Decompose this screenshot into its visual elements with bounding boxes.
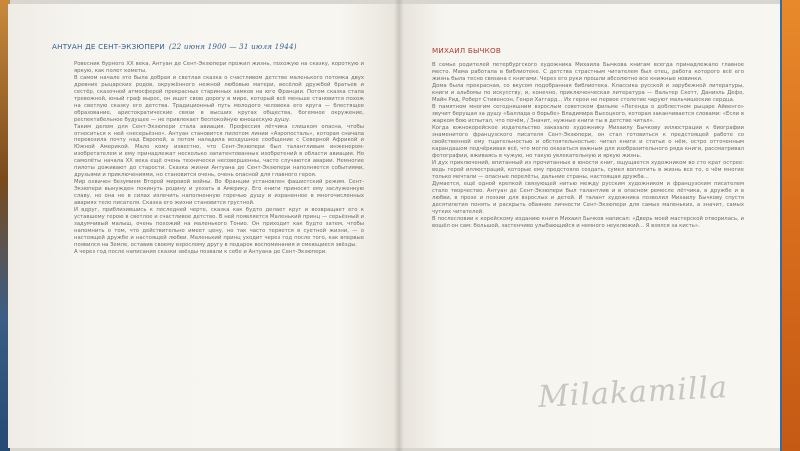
paragraph: В семье родителей петербургского художника Михаила Бычкова книгам всегда принадлежало главное место. Мама работала в библиотеке. С детства страстным читателем был отец, работа которого всё его жизнь была тесно связана с книгами. Через его руки прошли абсолютно все книжные новинки. (432, 62, 744, 82)
left-page (8, 4, 398, 448)
paragraph: Когда южнокорейское издательство заказало художнику Михаилу Бычкову иллюстрации к биографии знаменитого французского писателя Сент-Экзюпери, он стал готовиться к предстоящей работе со свойственной ему тщательностью и обстоятельностью: читал книги и статьи о нём, остро отточенным карандашом подчёркивая всё, что могло оказаться важным для изобразительного ряда книги, рассматривал фотографии, вживаясь в чужую, но такую увлекательную и яркую жизнь. (432, 125, 744, 159)
paragraph: Мир охвачен безумием Второй мировой войны. Во Франции установлен фашистский режим. Сент-Экзюпери вынужден покинуть родину и уехать в Америку. Его книги приносят ему заслуженную славу, но она не в силах излечить наполненную горечью душу и израненное в многочисленных авариях тело писателя. Сказка его жизни становится грустной. (74, 179, 364, 207)
paragraph: Дома была прекрасная, со вкусом подобранная библиотека. Классика русской и зарубежной литературы, книги и альбомы по искусству, и, конечно, приключенческая литература — Вальтер Скотт, Даниэль Дефо, Майн Рид, Роберт Стивенсон, Генри Хаггард... Их герои не первое столетие чаруют мальчишеские сердца. (432, 83, 744, 103)
paragraph: В послесловии к корейскому изданию книги Михаил Бычков написал: «Дверь моей мастерской отворилась, и вошёл он сам: большой, застенчиво улыбающийся и немного неуклюжий... Я взялся за кисть». (432, 216, 744, 229)
watermark-signature: Milakamilla (537, 370, 729, 415)
paragraph: Ровесник бурного XX века, Антуан де Сент-Экзюпери прожил жизнь, похожую на сказку, короткую и яркую, как полет кометы. (74, 61, 364, 74)
left-page-body (74, 61, 364, 256)
author-name: АНТУАН ДЕ СЕНТ-ЭКЗЮПЕРИ (52, 42, 165, 51)
right-cover-edge (782, 0, 800, 451)
paragraph: В памятном многим сегодняшним взрослым советском фильме «Легенда о доблестном рыцаре Айвенго» звучит берущая за душу «Баллада о борьбе» Владимира Высоцкого, которая заканчивается словами: «Если в жарком бою испытал, что почём, / Значит, нужные книги ты в детстве читал». (432, 104, 744, 124)
right-page-body (432, 62, 744, 230)
book-gutter (394, 0, 404, 451)
paragraph: И вдруг, приблизившись к последней черте, сказка как будто делает круг и возвращает его к уставшему герою в светлое и счастливое детство. В ней появляется Маленький принц — серьёзный и задумчивый малыш, очень похожий на маленького Тонио. Он приходит как будто затем, чтобы напомнить о том, что действительно имеет цену, но так часто теряется в суетной жизни, — о настоящей дружбе и настоящей любви. Маленький принц уходит через год после того, как впервые появился на Земле, оставив своему взрослому другу в подарок воспоминания и смеющиеся звёзды. (74, 207, 364, 248)
paragraph: Таким делом для Сент-Экзюпери стала авиация. Профессия лётчика слишком опасна, чтобы относиться к ней «несерьёзно». Антуан становится пилотом линии «Аэропосталь», которая сначала перевозила почту над Европой, а потом наладила воздушное сообщение с Северной Африкой и Южной Америкой. Мало кому известно, что Сент-Экзюпери был талантливым инженером-изобретателем и ему принадлежат несколько запатентованных изобретений в области авиации. Но самолёты начала XX века ещё очень технически несовершенны, часто случаются аварии. Немногие пилоты доживают до старости. Сказка жизни Антуана де Сент-Экзюпери наполняется событиями, друзьями и приключениями, но становится очень, очень опасной для главного героя. (74, 123, 364, 179)
right-page-heading: МИХАИЛ БЫЧКОВ (432, 46, 501, 55)
paragraph: А через год после написания сказки звёзды позвали к себе и Антуана де Сент-Экзюпери. (74, 248, 327, 255)
paragraph: И дух приключений, впитанный из прочитанных в юности книг, ощущается художником во сто крат острее: ведь герой иллюстраций, которые ему предстояло создать, сумел воплотить в жизнь все то, о чём многие только мечтали — опасные перелёты, дальние страны, настоящая дружба... (432, 160, 744, 180)
paragraph: В самом начале это была добрая и светлая сказка о счастливом детстве маленького потомка двух древних рыцарских родов, окружённого нежной любовью матери, весёлой дружбой братьев и сестёр, сказочной атмосферой прекрасных старинных замков на юге Франции. Потом сказка стала тревожной, юный граф вырос, он ищет свою дорогу в мире, который всё меньше становится похож на светлую сказку его детства. Традиционный путь молодого человека его круга — блестящее образование, аристократические связи в высших кругах общества, богемное окружение, респектабельное будущее — не привлекает беспокойную юношескую душу. (74, 74, 364, 123)
left-page-heading (52, 42, 297, 51)
author-dates: (22 июня 1900 — 31 июля 1944) (168, 42, 297, 51)
paragraph: Думается, ещё одной крепкой связующей нитью между русским художником и французским писателем стало творчество. Антуан де Сент-Экзюпери был талантлив и в опасном ремесле лётчика, в дружбе и в любви, в прозе и поэзии для взрослых и детей. И талант художника позволил Михаилу Бычкову спустя десятилетия понять и раскрыть обаяние личности Сент-Экзюпери для самых маленьких, а значит, самых чутких читателей. (432, 181, 744, 215)
